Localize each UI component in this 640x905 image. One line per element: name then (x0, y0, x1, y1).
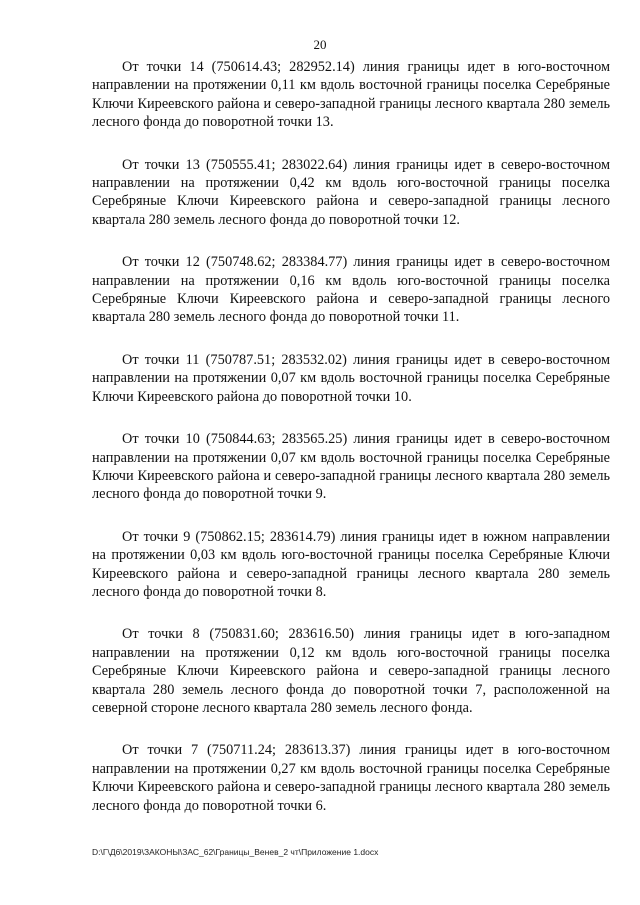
document-body (92, 58, 610, 839)
boundary-paragraph: От точки 7 (750711.24; 283613.37) линия границы идет в юго-восточном направлении на протяжении 0,27 км вдоль восточной границы поселка Серебряные Ключи Киреевского района и северо-западной границы лесного квартала 280 земель лесного фонда до поворотной точки 6. (92, 742, 610, 814)
boundary-paragraph: От точки 14 (750614.43; 282952.14) линия границы идет в юго-восточном направлении на протяжении 0,11 км вдоль восточной границы поселка Серебряные Ключи Киреевского района и северо-западной границы лесного квартала 280 земель лесного фонда до поворотной точки 13. (92, 59, 610, 131)
file-path-footer: D:\Г\Д6\2019\ЗАКОНЫ\ЗАС_62\Границы_Венев_2 чт\Приложение 1.docx (92, 847, 379, 857)
boundary-paragraph: От точки 10 (750844.63; 283565.25) линия границы идет в северо-восточном направлении на протяжении 0,07 км вдоль восточной границы поселка Серебряные Ключи Киреевского района и северо-западной границы лесного квартала 280 земель лесного фонда до поворотной точки 9. (92, 431, 610, 503)
boundary-paragraph: От точки 8 (750831.60; 283616.50) линия границы идет в юго-западном направлении на протяжении 0,12 км вдоль юго-восточной границы поселка Серебряные Ключи Киреевского района и северо-западной границы лесного квартала 280 земель лесного фонда до поворотной точки 7, расположенной на северной стороне лесного квартала 280 земель лесного фонда. (92, 626, 610, 716)
boundary-paragraph: От точки 12 (750748.62; 283384.77) линия границы идет в северо-восточном направлении на протяжении 0,16 км вдоль юго-восточной границы поселка Серебряные Ключи Киреевского района и северо-западной границы лесного квартала 280 земель лесного фонда до поворотной точки 11. (92, 254, 610, 326)
boundary-paragraph: От точки 9 (750862.15; 283614.79) линия границы идет в южном направлении на протяжении 0,03 км вдоль юго-восточной границы поселка Серебряные Ключи Киреевского района и северо-западной границы лесного квартала 280 земель лесного фонда до поворотной точки 8. (92, 528, 610, 600)
boundary-paragraph: От точки 13 (750555.41; 283022.64) линия границы идет в северо-восточном направлении на протяжении 0,42 км вдоль юго-восточной границы поселка Серебряные Ключи Киреевского района и северо-западной границы лесного квартала 280 земель лесного фонда до поворотной точки 12. (92, 156, 610, 228)
boundary-paragraph: От точки 11 (750787.51; 283532.02) линия границы идет в северо-восточном направлении на протяжении 0,07 км вдоль восточной границы поселка Серебряные Ключи Киреевского района до поворотной точки 10. (92, 351, 610, 405)
page-number: 20 (313, 37, 327, 52)
